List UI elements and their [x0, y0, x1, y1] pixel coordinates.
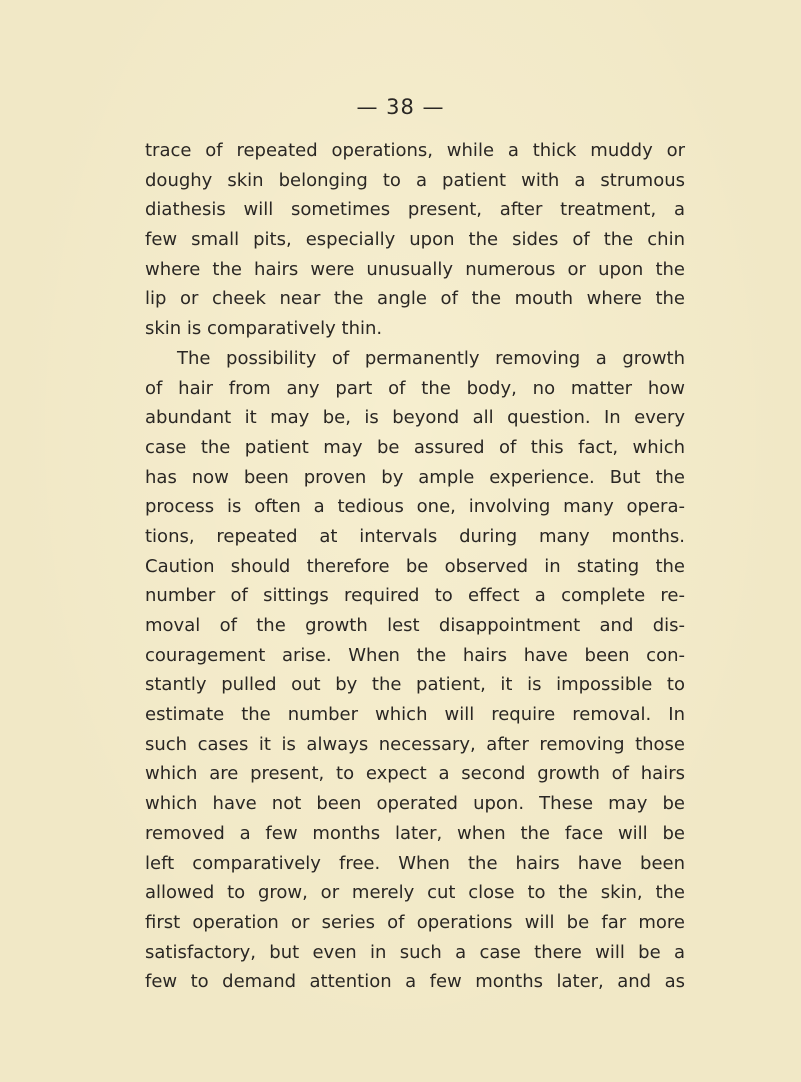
- text-line: of hair from any part of the body, no matter how: [145, 377, 685, 399]
- paragraph-start-line: The possibility of permanently removing a growth: [177, 347, 685, 369]
- text-line: number of sittings required to effect a complete re-: [145, 585, 685, 607]
- text-line: few small pits, especially upon the sides of the chin: [145, 229, 685, 251]
- text-line: stantly pulled out by the patient, it is impossible to: [145, 674, 685, 696]
- text-line: where the hairs were unusually numerous or upon the: [145, 258, 685, 280]
- text-line: allowed to grow, or merely cut close to the skin, the: [145, 882, 685, 904]
- text-line: moval of the growth lest disappointment and dis-: [145, 615, 685, 636]
- text-line: tions, repeated at intervals during many months.: [145, 525, 685, 547]
- text-line: doughy skin belonging to a patient with a strumous: [145, 169, 685, 191]
- text-line: process is often a tedious one, involving many opera-: [145, 496, 685, 518]
- text-line: which are present, to expect a second growth of hairs: [145, 763, 685, 785]
- text-line: Caution should therefore be observed in stating the: [145, 555, 685, 577]
- text-line: which have not been operated upon. These may be: [145, 793, 685, 815]
- text-line: removed a few months later, when the face will be: [145, 822, 685, 844]
- body-text: [145, 136, 685, 997]
- text-line: such cases it is always necessary, after removing those: [145, 733, 685, 755]
- text-line: skin is comparatively thin.: [145, 318, 383, 340]
- text-line: left comparatively free. When the hairs have been: [145, 852, 685, 874]
- text-line: couragement arise. When the hairs have been con-: [145, 644, 685, 666]
- text-line: estimate the number which will require removal. In: [145, 704, 685, 726]
- text-line: abundant it may be, is beyond all question. In every: [145, 407, 685, 429]
- page-number: — 38 —: [356, 95, 445, 119]
- text-line: lip or cheek near the angle of the mouth where the: [145, 288, 685, 310]
- text-line: diathesis will sometimes present, after treatment, a: [145, 199, 685, 221]
- text-line: first operation or series of operations will be far more: [145, 911, 685, 933]
- text-line: few to demand attention a few months later, and as: [145, 971, 685, 993]
- text-line: trace of repeated operations, while a thick muddy or: [145, 140, 685, 161]
- text-line: case the patient may be assured of this fact, which: [145, 436, 685, 458]
- text-line: satisfactory, but even in such a case there will be a: [145, 941, 685, 963]
- text-line: has now been proven by ample experience. But the: [145, 466, 685, 488]
